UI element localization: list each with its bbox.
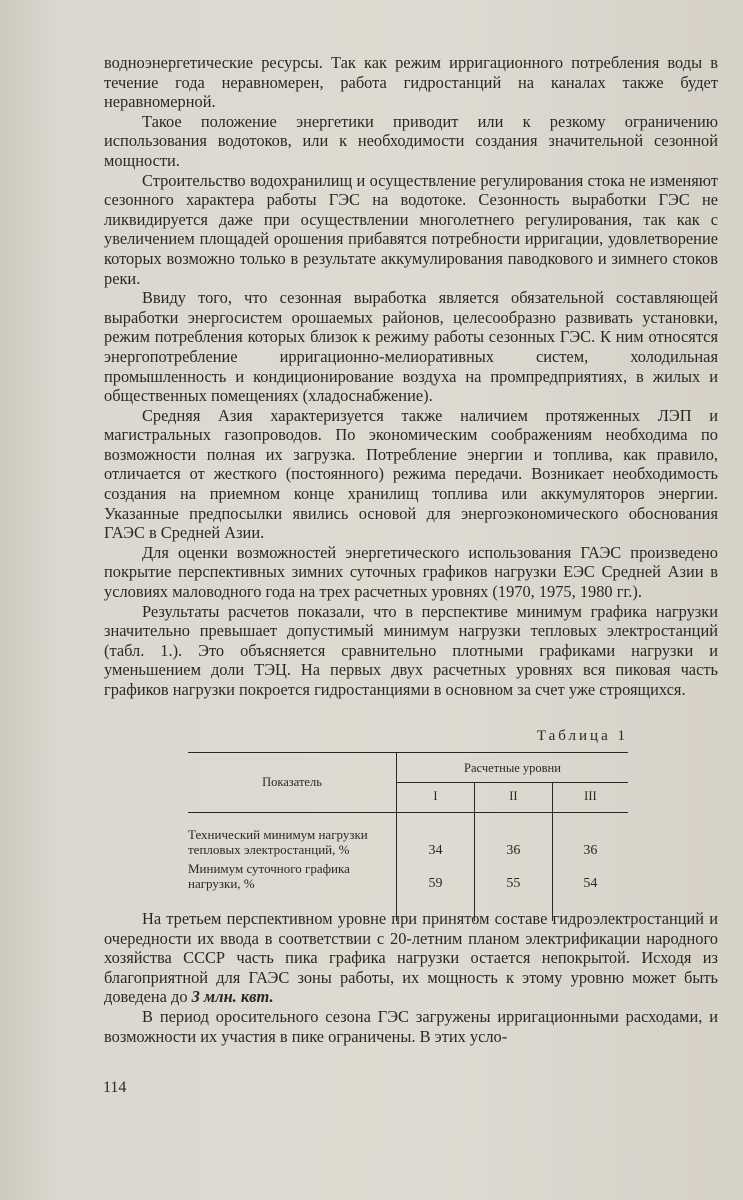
- table-caption: Таблица 1: [536, 728, 628, 744]
- data-table: [188, 752, 628, 921]
- table-row-label: Технический минимум нагрузки тепловых электростанций, %: [188, 813, 397, 859]
- paragraph: Для оценки возможностей энергетического использования ГАЭС произведено покрытие перспективных зимних суточных графиков нагрузки ЕЭС Средней Азии в условиях маловодного года на трех расчетных уровнях (1970, 1975, 1980 гг.).: [104, 542, 718, 602]
- table-cell: 34: [397, 813, 475, 859]
- table-cell: 59: [397, 859, 475, 921]
- table-header-level: I: [397, 783, 475, 813]
- paragraph: Строительство водохранилищ и осуществление регулирования стока не изменяют сезонного характера работы ГЭС на водотоке. Сезонность выработки ГЭС не ликвидируется даже при осуществлении многолетнего регулирования, так как с увеличением площадей орошения прибавятся потребности ирригации, удовлетворение которых возможно только в результате аккумулирования паводкового и зимнего стоков реки.: [104, 170, 718, 288]
- paragraph: Результаты расчетов показали, что в перспективе минимум графика нагрузки значительно превышает допустимый минимум нагрузки тепловых электростанций (табл. 1.). Это объясняется сравнительно плотными графиками нагрузки и уменьшением доли ТЭЦ. На первых двух расчетных уровнях вся пиковая часть графиков нагрузки покроется гидростанциями в основном за счет уже строящихся.: [104, 601, 718, 699]
- table-cell: 36: [583, 843, 598, 858]
- paragraph: В период оросительного сезона ГЭС загружены ирригационными расходами, и возможности их участия в пике ограничены. В этих усло-: [104, 1006, 718, 1046]
- table-header-parameter: Показатель: [188, 753, 397, 813]
- table-cell: 54: [583, 876, 598, 891]
- page-number: 114: [103, 1079, 127, 1096]
- paragraph: [104, 909, 718, 1007]
- table-header-level: II: [474, 783, 552, 813]
- table-cell: 55: [474, 859, 552, 921]
- bottom-text-block: [104, 909, 718, 1046]
- table-cell: 36: [474, 813, 552, 859]
- paragraph: Средняя Азия характеризуется также наличием протяженных ЛЭП и магистральных газопроводов. По экономическим соображениям необходима по возможности полная их загрузка. Потребление энергии и топлива, как правило, отличается от жесткого (постоянного) режима передачи. Возникает необходимость создания на приемном конце хранилищ топлива или аккумуляторов энергии. Указанные предпосылки явились основой для энергоэкономического обоснования ГАЭС в Средней Азии.: [104, 405, 718, 543]
- paragraph: Такое положение энергетики приводит или к резкому ограничению использования водотоков, или к необходимости создания значительной сезонной мощности.: [104, 111, 718, 170]
- paragraph-text: На третьем перспективном уровне при принятом составе гидроэлектростанций и очередности их ввода в соответствии с 20-летним планом электрификации народного хозяйства СССР часть пика графика нагрузки остается непокрытой. Исходя из благоприятной для ГАЭС зоны работы, их мощность к этому уровню может быть доведена до: [104, 909, 718, 1007]
- paragraph: Ввиду того, что сезонная выработка является обязательной составляющей выработки энергосистем орошаемых районов, целесообразно развивать установки, режим потребления которых близок к режиму работы сезонных ГЭС. К ним относятся энергопотребление ирригационно-мелиоративных систем, холодильная промышленность и кондиционирование воздуха на промпредприятиях, в жилых и общественных помещениях (хладоснабжение).: [104, 288, 718, 406]
- top-text-block: [104, 53, 718, 700]
- table-header-levels: Расчетные уровни: [397, 753, 629, 783]
- table-row-label: Минимум суточного графика нагрузки, %: [188, 859, 397, 921]
- table-header-level: III: [584, 789, 597, 803]
- table-row: [188, 813, 628, 859]
- paragraph: водноэнергетические ресурсы. Так как режим ирригационного потребления воды в течение года неравномерен, работа гидростанций на каналах также будет неравномерной.: [104, 53, 718, 112]
- capacity-value: 3 млн. квт.: [191, 987, 274, 1007]
